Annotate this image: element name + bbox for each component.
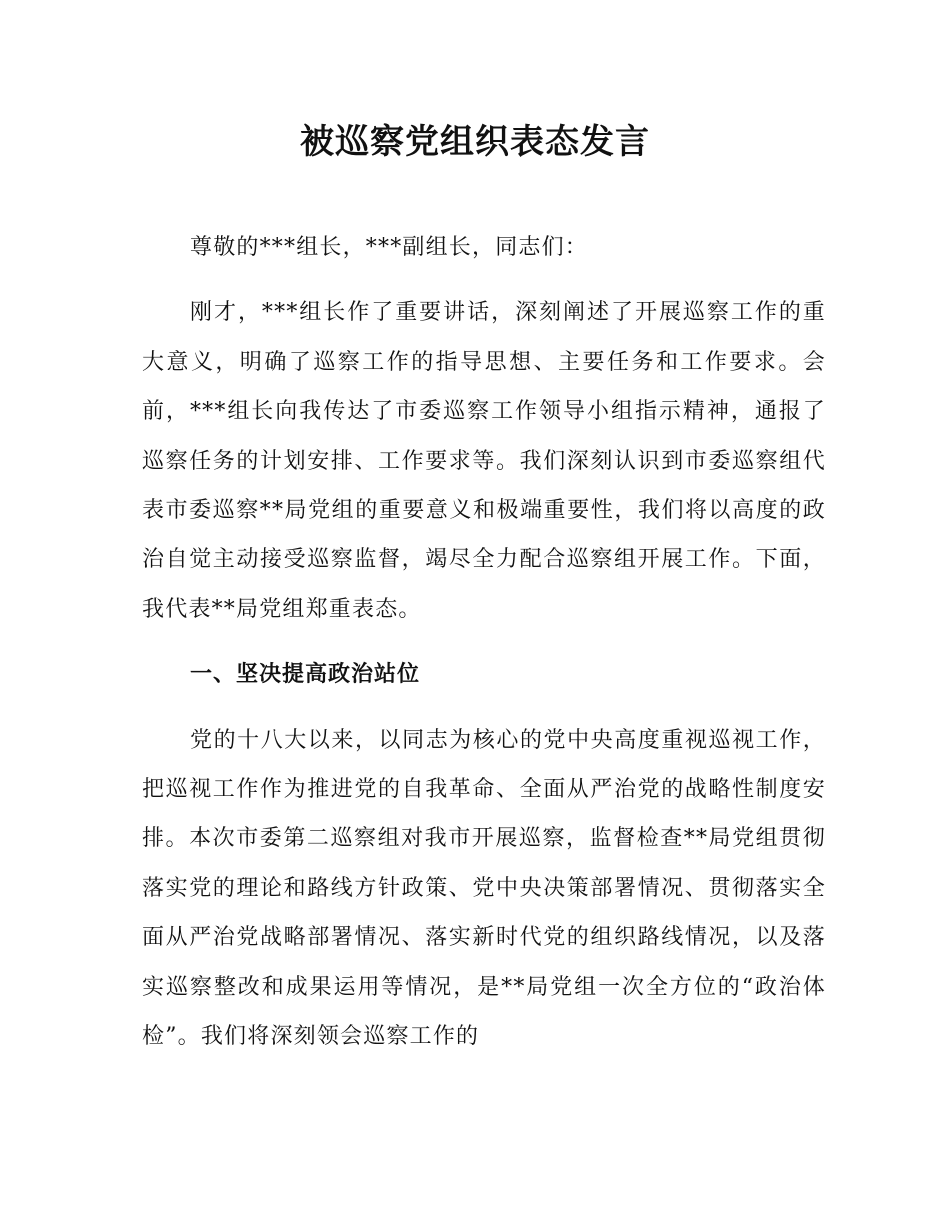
- paragraph-section-1: 党的十八大以来，以同志为核心的党中央高度重视巡视工作，把巡视工作作为推进党的自我革命、全面从严治党的战略性制度安排。本次市委第二巡察组对我市开展巡察，监督检查**局党组贯彻落实党的理论和路线方针政策、党中央决策部署情况、贯彻落实全面从严治党战略部署情况、落实新时代党的组织路线情况，以及落实巡察整改和成果运用等情况，是**局党组一次全方位的“政治体检”。我们将深刻领会巡察工作的: [142, 727, 826, 1050]
- salutation: 尊敬的***组长，***副组长，同志们：: [190, 235, 589, 260]
- document-body: [142, 223, 826, 1062]
- section-heading-1: 一、坚决提高政治站位: [190, 662, 421, 688]
- paragraph-opening: 刚才，***组长作了重要讲话，深刻阐述了开展巡察工作的重大意义，明确了巡察工作的指导思想、主要任务和工作要求。会前，***组长向我传达了市委巡察工作领导小组指示精神，通报了巡察任务的计划安排、工作要求等。我们深刻认识到市委巡察组代表市委巡察**局党组的重要意义和极端重要性，我们将以高度的政治自觉主动接受巡察监督，竭尽全力配合巡察组开展工作。下面，我代表**局党组郑重表态。: [142, 300, 826, 622]
- document-title: 被巡察党组织表态发言: [300, 122, 650, 162]
